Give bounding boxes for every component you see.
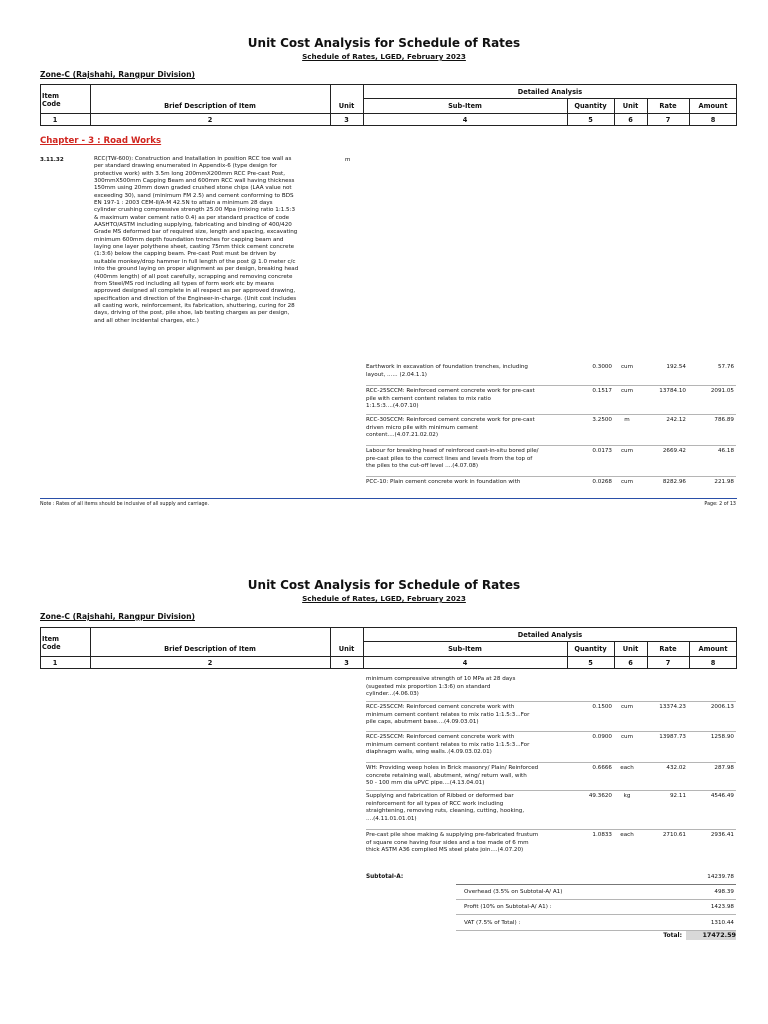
sub-item-line: 50 - 100 mm dia uPVC pipe....(4.13.04.01) <box>366 780 485 787</box>
col-sub-item: Sub-Item <box>448 645 482 653</box>
col-num-1: 1 <box>52 659 58 667</box>
unit-cell: cum <box>620 364 634 370</box>
quantity-cell: 1.0833 <box>592 832 612 838</box>
col-num-4: 4 <box>462 659 468 667</box>
unit-cell: kg <box>623 793 631 799</box>
sub-item-text <box>366 388 566 411</box>
sub-item-line: Pre-cast pile shoe making & supplying pre-fabricated frustum <box>366 832 539 838</box>
col-detailed-analysis: Detailed Analysis <box>517 88 583 96</box>
sub-item-line: RCC-25SCCM: Reinforced cement concrete work with <box>366 704 515 710</box>
sub-item-line: Labour for breaking head of reinforced cast-in-situ bored pile/ <box>366 448 539 454</box>
chapter-heading: Chapter - 3 : Road Works <box>40 136 162 146</box>
amount-cell: 287.98 <box>714 765 734 771</box>
sub-item-line: Supplying and fabrication of Ribbed or deformed bar <box>366 793 514 799</box>
sub-item-text <box>366 417 566 440</box>
rate-cell: 432.02 <box>666 765 686 771</box>
sub-item-line: thick ASTM A36 complied MS steel plate join....(4.07.20) <box>366 847 524 854</box>
col-num-6: 6 <box>628 116 633 124</box>
zone-label: Zone-C (Rajshahi, Rangpur Division) <box>40 70 196 79</box>
sub-item-line: RCC-25SCCM: Reinforced cement concrete work for pre-cast <box>366 388 535 394</box>
amount-cell: 57.76 <box>717 364 734 370</box>
amount-cell: 1258.90 <box>710 734 734 740</box>
col-quantity: Quantity <box>574 102 607 110</box>
sub-item-text <box>366 793 566 823</box>
quantity-cell: 0.3000 <box>592 364 612 370</box>
col-num-6: 6 <box>628 659 633 667</box>
col-num-2: 2 <box>207 116 213 124</box>
sub-item-line: layout, ...... (2.04.1.1) <box>366 371 427 378</box>
rate-cell: 13987.73 <box>659 734 686 740</box>
page-subtitle: Schedule of Rates, LGED, February 2023 <box>302 594 466 603</box>
sub-item-line: the piles to the cut-off level ....(4.07.08) <box>366 463 479 470</box>
rate-cell: 13374.23 <box>659 704 686 710</box>
overhead-label: Overhead (3.5% on Subtotal-A/ A1) <box>464 889 563 895</box>
rate-cell: 192.54 <box>666 364 686 370</box>
sub-item-line: reinforcement for all types of RCC work including <box>366 800 504 807</box>
amount-cell: 2091.05 <box>710 388 734 394</box>
col-brief-description: Brief Description of Item <box>164 102 256 110</box>
vat-label: VAT (7.5% of Total) : <box>464 920 521 926</box>
quantity-cell: 3.2500 <box>592 417 612 423</box>
col-quantity: Quantity <box>574 645 607 653</box>
amount-cell: 46.18 <box>717 448 734 454</box>
description-line: minimum 600mm depth foundation trenches for capping beam and <box>94 236 284 243</box>
description-line: (400mm length) of all post carefully, scrapping and removing concrete <box>94 273 293 280</box>
description-line: and all other incidental charges, etc.) <box>94 317 199 324</box>
col-num-4: 4 <box>462 116 468 124</box>
description-line: specification and direction of the Engineer-in-charge. (Unit cost includes <box>94 295 297 302</box>
sub-item-line: pile with cement content relates to mix ratio <box>366 395 491 402</box>
sub-item-line: driven micro pile with minimum cement <box>366 424 478 431</box>
quantity-cell: 0.1517 <box>592 388 612 394</box>
page-title: Unit Cost Analysis for Schedule of Rates <box>247 36 521 50</box>
description-line: EN 197-1 : 2003 CEM-II/A-M 42.5N to attain a minimum 28 days <box>94 200 273 207</box>
col-rate: Rate <box>659 102 677 110</box>
total-label: Total: <box>663 932 682 939</box>
sub-item-text <box>366 364 566 379</box>
description-line: & maximum water cement ratio 0.4) as per standard practice of code <box>94 214 290 221</box>
description-line: cylinder crushing compressive strength 25.00 Mpa (mixing ratio 1:1.5:3 <box>94 207 296 214</box>
table-header <box>40 627 737 669</box>
item-unit: m <box>345 157 351 163</box>
sub-item-line: minimum cement content relates to mix ratio 1:1.5:3...For <box>366 711 530 718</box>
sub-item-line: ....(4.11.01.01.01) <box>366 815 417 822</box>
col-num-5: 5 <box>588 659 593 667</box>
sub-item-text <box>366 448 566 471</box>
rate-cell: 8282.96 <box>662 479 686 485</box>
sub-item-line: (sugested mix proportion 1:3:6) on standard <box>366 683 491 690</box>
amount-cell: 2006.13 <box>710 704 734 710</box>
col-num-7: 7 <box>665 659 671 667</box>
unit-cell: cum <box>620 704 634 710</box>
col-num-8: 8 <box>710 659 716 667</box>
col-item-code: Item Code <box>42 635 61 651</box>
unit-cell: m <box>624 417 630 423</box>
description-line: (1:3:6) below the capping beam. Pre-cast Post must be driven by <box>94 251 277 258</box>
total-value: 17472.59 <box>686 931 736 940</box>
sub-item-line: pile caps, abutment base....(4.09.03.01) <box>366 719 479 726</box>
description-line: exceeding 30), sand (minimum FM 2.5) and cement conforming to BDS <box>94 192 294 199</box>
footer-note: Note : Rates of all items should be inclusive of all supply and carriage. <box>40 502 210 507</box>
description-line: suitable monkey/drop hammer in full length of the post @ 1.0 meter c/c <box>94 258 296 265</box>
quantity-cell: 0.0900 <box>592 734 612 740</box>
quantity-cell: 0.0173 <box>592 448 612 454</box>
sub-item-text <box>366 734 566 757</box>
sub-item-line: content....(4.07.21.02.02) <box>366 432 439 439</box>
col-num-3: 3 <box>344 116 349 124</box>
amount-cell: 786.89 <box>714 417 734 423</box>
sub-item-line: straightening, removing ruts, cleaning, cutting, hooking, <box>366 808 525 815</box>
subtotal-label: Subtotal-A: <box>366 874 404 880</box>
profit-label: Profit (10% on Subtotal-A/ A1) : <box>464 904 552 910</box>
amount-cell: 2936.41 <box>710 832 734 838</box>
description-line: approved designed all complete in all respect as per approved drawing, <box>94 288 296 295</box>
col-amount: Amount <box>698 102 728 110</box>
description-line: per standard drawing enumerated in Appendix-6 (type design for <box>94 163 278 170</box>
row-separator <box>366 701 736 702</box>
col-num-8: 8 <box>710 116 716 124</box>
description-line: days, driving of the post, pile shoe, lab testing charges as per design, <box>94 310 290 317</box>
unit-cell: each <box>620 832 634 838</box>
col-unit2: Unit <box>622 102 639 110</box>
row-separator <box>366 829 736 830</box>
row-separator <box>366 445 736 446</box>
row-separator <box>366 762 736 763</box>
col-num-3: 3 <box>344 659 349 667</box>
sub-item-text <box>366 832 566 855</box>
row-separator <box>366 790 736 791</box>
page-subtitle: Schedule of Rates, LGED, February 2023 <box>302 52 466 61</box>
amount-cell: 221.98 <box>714 479 734 485</box>
rate-cell: 2669.42 <box>662 448 686 454</box>
description-line: all casting work, reinforcement, its fabrication, shuttering, curing for 28 <box>94 302 295 309</box>
unit-cell: cum <box>620 479 634 485</box>
row-separator <box>366 731 736 732</box>
description-line: into the ground laying on proper alignment as per design, breaking head <box>94 266 299 273</box>
col-num-5: 5 <box>588 116 593 124</box>
item-description <box>94 156 334 325</box>
quantity-cell: 0.6666 <box>592 765 612 771</box>
sub-item-line: 1:1.5:3....(4.07.10) <box>366 403 419 410</box>
overhead-value: 498.39 <box>714 889 734 895</box>
col-unit: Unit <box>338 102 355 110</box>
quantity-cell: 0.0268 <box>592 479 612 485</box>
table-header <box>40 84 737 126</box>
quantity-cell: 49.3620 <box>588 793 612 799</box>
col-num-7: 7 <box>665 116 671 124</box>
page-title: Unit Cost Analysis for Schedule of Rates <box>247 578 521 592</box>
description-line: AASHTO/ASTM including supplying, fabricating and binding of 400/420 <box>94 222 292 229</box>
sub-item-line: Earthwork in excavation of foundation trenches, including <box>366 364 528 370</box>
row-separator <box>366 385 736 386</box>
col-num-2: 2 <box>207 659 213 667</box>
sub-item-line: diaphragm walls, wing walls..(4.09.03.02.01) <box>366 749 492 756</box>
sub-item-text <box>366 479 566 487</box>
sub-item-line: RCC-25SCCM: Reinforced cement concrete work with <box>366 734 515 740</box>
sub-item-text <box>366 676 566 699</box>
description-line: from Steel/MS rod including all types of form work etc by means <box>94 280 274 287</box>
vat-value: 1310.44 <box>710 920 734 926</box>
item-code: 3.11.32 <box>40 157 64 163</box>
col-rate: Rate <box>659 645 677 653</box>
col-sub-item: Sub-Item <box>448 102 482 110</box>
unit-cell: cum <box>620 734 634 740</box>
col-unit2: Unit <box>622 645 639 653</box>
rate-cell: 2710.61 <box>662 832 686 838</box>
col-amount: Amount <box>698 645 728 653</box>
sub-item-line: concrete retaining wall, abutment, wing/ return wall, with <box>366 772 527 779</box>
rate-cell: 242.12 <box>666 417 686 423</box>
description-line: Grade MS deformed bar of required size, length and spacing, excavating <box>94 229 298 236</box>
row-separator <box>366 476 736 477</box>
description-line: laying one layer polythene sheet, casting 75mm thick cement concrete <box>94 244 295 251</box>
sub-item-line: PCC-10: Plain cement concrete work in foundation with <box>366 479 521 485</box>
sub-item-text <box>366 765 566 788</box>
sub-item-line: cylinder...(4.06.03) <box>366 691 419 698</box>
sub-item-line: minimum cement content relates to mix ratio 1:1.5:3...For <box>366 741 530 748</box>
sub-item-line: minimum compressive strength of 10 MPa at 28 days <box>366 676 516 682</box>
sub-item-text <box>366 704 566 727</box>
col-item-code: Item Code <box>42 92 61 108</box>
zone-label: Zone-C (Rajshahi, Rangpur Division) <box>40 612 196 621</box>
col-num-1: 1 <box>52 116 58 124</box>
rate-cell: 92.11 <box>669 793 686 799</box>
description-line: RCC(TW-600): Construction and Installation in position RCC toe wall as <box>94 156 292 162</box>
amount-cell: 4546.49 <box>710 793 734 799</box>
description-line: protective work) with 3.5m long 200mmX200mm RCC Pre-cast Post, <box>94 170 285 177</box>
quantity-cell: 0.1500 <box>592 704 612 710</box>
col-detailed-analysis: Detailed Analysis <box>517 631 583 639</box>
unit-cell: cum <box>620 388 634 394</box>
unit-cell: each <box>620 765 634 771</box>
page-3 <box>0 562 768 1024</box>
rate-cell: 13784.10 <box>659 388 686 394</box>
sub-item-line: RCC-30SCCM: Reinforced cement concrete work for pre-cast <box>366 417 535 423</box>
description-line: 300mmX500mm Capping Beam and 600mm RCC wall having thickness <box>94 178 295 185</box>
row-separator <box>366 414 736 415</box>
profit-value: 1423.98 <box>710 904 734 910</box>
col-unit: Unit <box>338 645 355 653</box>
sub-item-line: WH: Providing weep holes in Brick masonry/ Plain/ Reinforced <box>366 765 539 771</box>
col-brief-description: Brief Description of Item <box>164 645 256 653</box>
description-line: 150mm using 20mm down graded crushed stone chips (LAA value not <box>94 185 292 192</box>
unit-cell: cum <box>620 448 634 454</box>
page-number: Page: 2 of 13 <box>704 502 736 507</box>
sub-item-line: pre-cast piles to the correct lines and levels from the top of <box>366 455 533 462</box>
sub-item-line: of square cone having four sides and a toe made of 6 mm <box>366 839 529 846</box>
subtotal-value: 14239.78 <box>707 874 734 880</box>
